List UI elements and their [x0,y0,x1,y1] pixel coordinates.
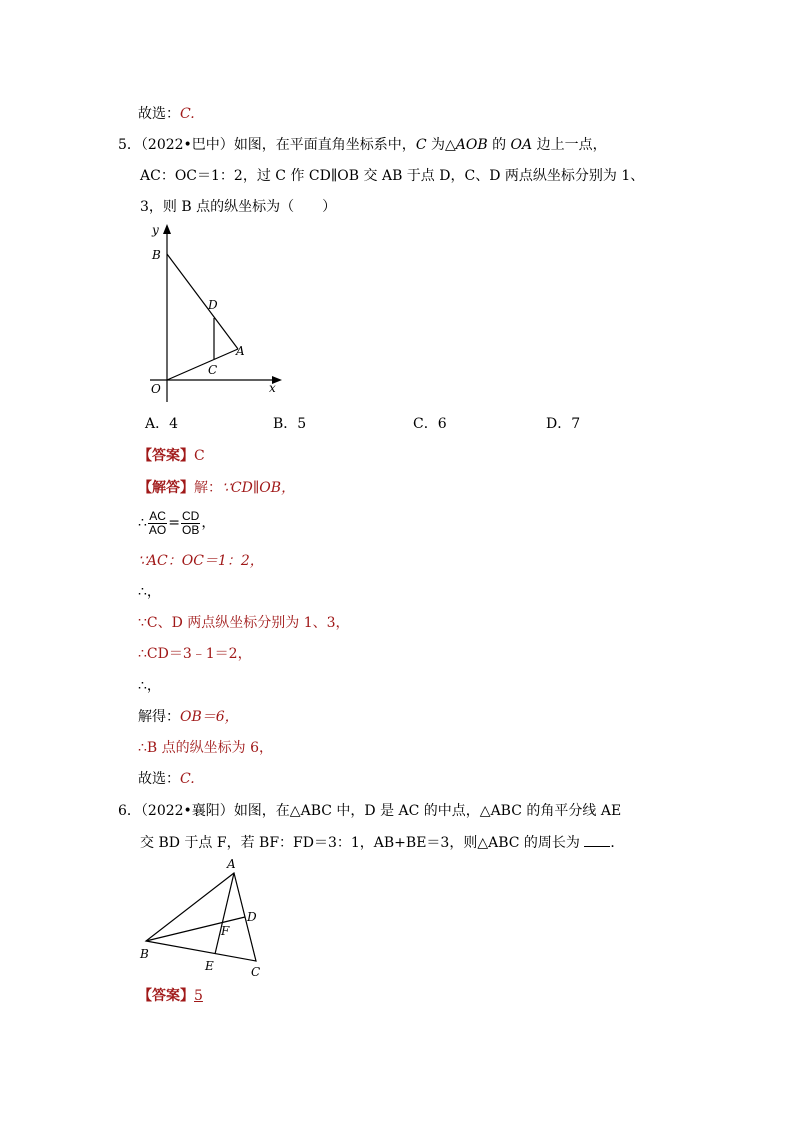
label-y: y [152,223,159,237]
q5-solution-line9: ∴B 点的纵坐标为 6， [138,740,274,756]
segment-OA [167,349,238,380]
q6-text-2-end: ． [610,835,625,851]
q6-source: （2022•襄阳） [140,803,234,819]
label-B: B [140,947,149,961]
q5-solution-line3: ∵AC：OC＝1：2， [138,553,264,569]
q6-line1 [118,801,621,821]
q5-solution-line7: ∴， [138,678,161,694]
triangle-ABC [146,873,256,961]
q5-text-1f: OA [510,137,533,153]
q5-solution-line8 [138,707,239,727]
fraction-denominator: AO [148,522,167,537]
q5-equals: = [168,515,180,531]
q5-text-1e: 的 [487,137,511,153]
q5-text-1a: 如图，在平面直角坐标系中， [233,137,416,153]
prev-answer-value: C. [180,106,195,122]
q6-answer-value: 5 [194,988,203,1004]
q6-line2 [140,832,624,852]
q5-source: （2022•巴中） [140,137,234,153]
label-C: C [251,965,261,979]
label-B: B [152,248,161,262]
q5-solved-value: OB＝6， [180,709,239,725]
q5-solution-line2 [138,506,215,540]
q6-text-2: 交 BD 于点 F，若 BF：FD＝3：1，AB+BE＝3，则△ABC 的周长为 [140,835,580,851]
q5-solution-prefix: 解： [194,480,222,496]
label-C: C [208,363,218,377]
q5-text-1g: 边上一点， [532,137,607,153]
q5-solution-line5: ∵C、D 两点纵坐标分别为 1、3， [138,615,350,631]
fraction-numerator: CD [182,508,200,523]
q5-line3: 3，则 B 点的纵坐标为（ ） [140,199,337,215]
q5-number: 5． [118,137,141,153]
q5-therefore-symbol: ∴ [138,515,147,531]
y-axis-arrow-icon [163,224,171,234]
q5-final-value: C. [180,771,195,787]
q5-solution-tag: 【解答】 [138,480,194,496]
q5-solution-line4: ∴， [138,584,161,600]
fraction-denominator: OB [182,522,200,537]
q5-solution-line6: ∴CD＝3﹣1＝2， [138,646,252,662]
q6-answer-blank [584,832,610,847]
q5-fraction-cd-ob [181,510,200,537]
fraction-numerator: AC [149,508,166,523]
q6-text-1: 如图，在△ABC 中，D 是 AC 的中点，△ABC 的角平分线 AE [233,803,622,819]
q5-solution-line10 [138,769,195,789]
segment-BA [167,254,238,349]
q6-answer-line [138,986,213,1006]
q5-solution-line1 [138,478,295,498]
q5-solution-step1: ∵CD∥OB， [222,480,296,496]
q5-final-label: 故选： [138,771,180,787]
label-F: F [221,924,230,938]
q6-triangle-figure [135,855,275,980]
q5-option-b[interactable]: B．5 [273,416,307,432]
label-A: A [236,344,245,358]
q5-answer-line [138,446,205,466]
label-O: O [151,382,161,396]
q5-text-1b: C [415,137,427,153]
label-D: D [247,910,257,924]
q5-text-1d: AOB [455,137,488,153]
q5-option-c[interactable]: C．6 [413,416,447,432]
q5-option-d[interactable]: D．7 [546,416,581,432]
label-x: x [269,381,276,395]
q5-options [145,414,645,434]
prev-answer-label: 故选： [138,106,180,122]
q5-coordinate-figure [140,220,290,405]
prev-answer-line [138,104,195,124]
label-D: D [208,298,218,312]
q5-solved-label: 解得： [138,709,180,725]
q5-line1 [118,135,607,155]
q5-answer-value: C [194,448,205,464]
label-E: E [205,959,214,973]
q5-option-a[interactable]: A．4 [145,416,179,432]
q6-answer-tag: 【答案】 [138,988,194,1004]
q5-line2: AC：OC＝1：2，过 C 作 CD∥OB 交 AB 于点 D，C、D 两点纵坐标分别为 1、 [140,168,645,184]
q5-comma: ， [201,515,216,531]
q5-fraction-ac-ao [148,510,167,537]
q5-answer-tag: 【答案】 [138,448,194,464]
q5-text-1c: 为△ [426,137,456,153]
q6-number: 6． [118,803,141,819]
label-A: A [227,857,236,871]
